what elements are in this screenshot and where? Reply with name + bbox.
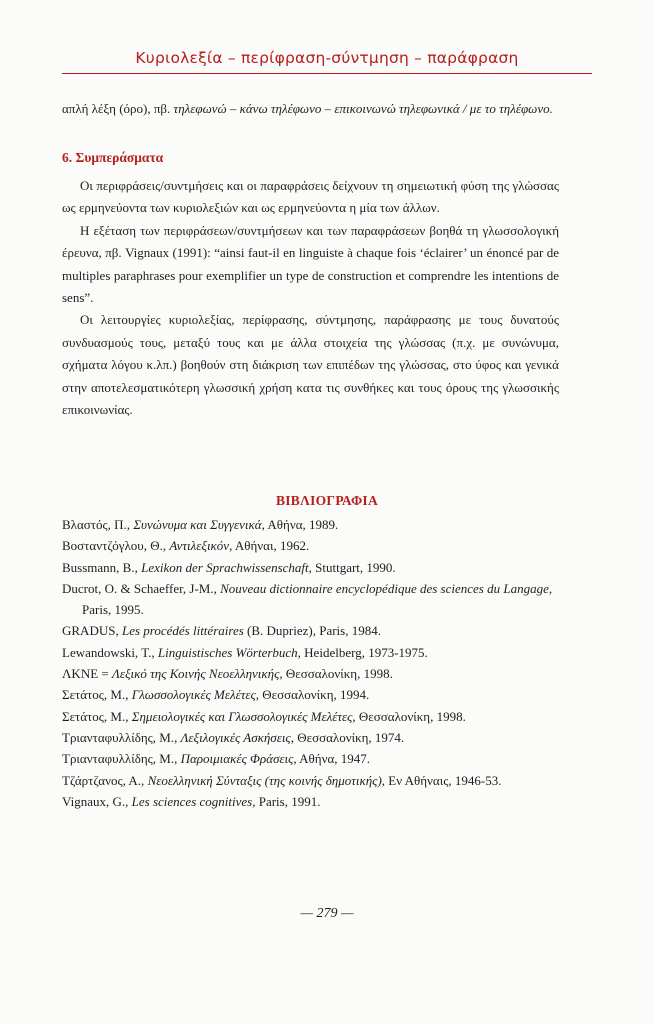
ref-author: Σετάτος, Μ., (62, 687, 132, 703)
bibliography-entry (62, 557, 562, 578)
ref-details: , Εν Αθήναις, 1946-53. (381, 772, 502, 788)
ref-author: GRADUS, (62, 623, 122, 639)
ref-title: Λεξιλογικές Ασκήσεις (180, 729, 291, 745)
ref-title: Lexikon der Sprachwissenschaft (141, 559, 309, 575)
ref-title: Γλωσσολογικές Μελέτες (131, 687, 256, 703)
ref-title: Σημειολογικές και Γλωσσολογικές Μελέτες (131, 708, 353, 724)
bibliography-entry (62, 514, 562, 535)
ref-details: (B. Dupriez), Paris, 1984. (243, 623, 381, 639)
bibliography-entry (62, 706, 562, 727)
ref-title: Les sciences cognitives (131, 793, 253, 809)
bibliography-entry (62, 620, 562, 641)
ref-author: Lewandowski, T., (62, 644, 158, 660)
ref-title: Λεξικό της Κοινής Νεοελληνικής (111, 666, 280, 682)
ref-details: , Θεσσαλονίκη, 1974. (290, 729, 405, 745)
ref-details: , Θεσσαλονίκη, 1998. (352, 708, 466, 724)
ref-author: Βοσταντζόγλου, Θ., (62, 538, 170, 554)
ref-title: Νεοελληνική Σύνταξις (της κοινής δημοτικής) (147, 772, 382, 788)
running-header: Κυριολεξία – περίφραση-σύντμηση – παράφραση (135, 49, 519, 67)
ref-title: Αντιλεξικόν (169, 538, 230, 554)
section-title: 6. Συμπεράσματα (62, 150, 164, 165)
ref-author: Bussmann, B., (62, 559, 142, 575)
ref-title: Linguistisches Wörterbuch (157, 644, 298, 660)
paragraph-3: Οι λειτουργίες κυριολεξίας, περίφρασης, σύντμησης, παράφρασης με τους δυνατούς συνδυασμούς τους, μεταξύ τους και με άλλα στοιχεία της γλώσσας (π.χ. με συνώνυμα, σχήματα λόγου κ.λπ.) βοηθούν στη διάκριση των επιπέδων της γλώσσας, στο ύφος και γενικά στην αποτελεσματικότερη γλωσσική χρήση κατα τις συνθήκες και τους όρους της γλωσσικής επικοινωνίας. (62, 312, 559, 418)
ref-author: Vignaux, G., (62, 793, 132, 809)
ref-author: Ducrot, O. & Schaeffer, J-M., (62, 580, 221, 596)
bibliography-entry (62, 748, 562, 769)
conclusions-body (62, 175, 559, 421)
ref-details: , Αθήνα, 1947. (293, 751, 371, 767)
ref-author: Τριανταφυλλίδης, Μ., (62, 729, 181, 745)
ref-title: Les procédés littéraires (121, 623, 244, 639)
ref-details: , Αθήνα, 1989. (261, 517, 339, 532)
ref-details: , Heidelberg, 1973-1975. (297, 644, 428, 660)
ref-details: , Θεσσαλονίκη, 1994. (255, 687, 370, 703)
ref-author: Τζάρτζανος, Α., (62, 772, 148, 788)
ref-author: Τριανταφυλλίδης, Μ., (62, 751, 181, 767)
ref-author: ΛΚΝΕ = (62, 666, 112, 682)
bibliography-entry (62, 791, 562, 812)
ref-title: Συνώνυμα και Συγγενικά (133, 517, 262, 532)
ref-title: Παροιμιακές Φράσεις (180, 751, 294, 767)
page-number: — 279 — (300, 906, 354, 921)
bibliography-entry (62, 663, 562, 684)
intro-italic-examples: τηλεφωνώ – κάνω τηλέφωνο – επικοινωνώ τηλεφωνικά / με το τηλέφωνο. (173, 101, 553, 116)
bibliography-entry (62, 684, 562, 705)
header-rule (62, 73, 592, 74)
bibliography-list (62, 514, 562, 812)
bibliography-entry (62, 642, 562, 663)
ref-details: , Αθήναι, 1962. (229, 538, 310, 554)
ref-title: Nouveau dictionnaire encyclopédique des sciences du Langage (220, 580, 549, 596)
bibliography-entry (62, 770, 562, 791)
ref-author: Σετάτος, Μ., (62, 708, 132, 724)
paragraph-2: Η εξέταση των περιφράσεων/συντμήσεων και των παραφράσεων βοηθά τη γλωσσολογική έρευνα, πβ. Vignaux (1991): “ainsi faut-il en linguiste à chaque fois ‘éclairer’ un énoncé par de multiples paraphrases pour exemplifier un type de construction et comprendre les intentions de sens”. (62, 222, 559, 306)
ref-details: , Stuttgart, 1990. (308, 559, 396, 575)
intro-text: απλή λέξη (όρο), πβ. (62, 101, 174, 116)
ref-details: , Paris, 1991. (252, 793, 321, 809)
bibliography-entry (62, 578, 562, 621)
bibliography-entry (62, 535, 562, 556)
ref-details: , Θεσσαλονίκη, 1998. (279, 666, 393, 682)
intro-paragraph (62, 99, 562, 119)
bibliography-entry (62, 727, 562, 748)
ref-author: Βλαστός, Π., (62, 517, 134, 532)
bibliography-title: ΒΙΒΛΙΟΓΡΑΦΙΑ (275, 493, 379, 508)
paragraph-1: Οι περιφράσεις/συντμήσεις και οι παραφράσεις δείχνουν τη σημειωτική φύση της γλώσσας ως ερμηνεύοντα των κυριολεξιών και ως ερμηνεύοντα η μία των άλλων. (62, 178, 559, 216)
ref-details: , Paris, 1995. (82, 580, 553, 618)
